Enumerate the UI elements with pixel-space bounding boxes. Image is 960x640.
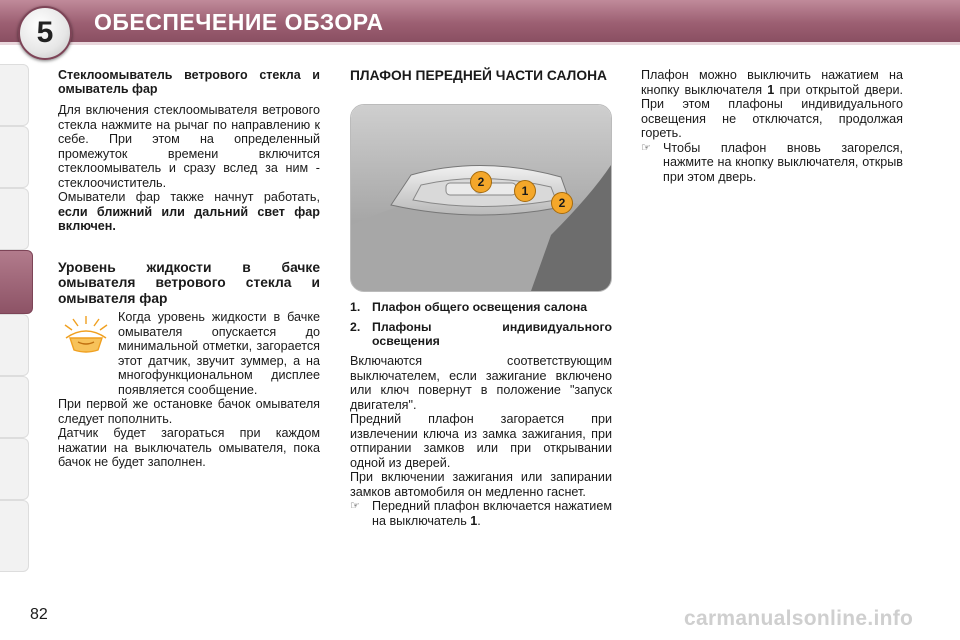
chapter-tab[interactable] [0,126,29,188]
paragraph: Датчик будет загораться при каждом нажатии на выключатель омывателя, пока бачок не будет заполнен. [58,426,320,469]
chapter-tab[interactable] [0,500,29,572]
chapter-number: 5 [36,16,54,49]
bullet-item: ☞ Передний плафон включается нажатием на выключатель 1. [350,499,612,528]
page-number: 82 [30,606,48,623]
ceiling-lamp-photo [350,104,612,292]
callout-2-right: 2 [551,192,573,214]
paragraph: Для включения стеклоомывателя ветрового стекла нажмите на рычаг по направлению к себе. При этом на определенный промежуток времени включится стеклоомыватель и сразу вслед за ним - стеклоочиститель. [58,103,320,190]
chapter-tab[interactable] [0,188,29,250]
paragraph [58,190,320,234]
bullet-item: ☞ Чтобы плафон вновь загорелся, нажмите на кнопку выключателя, открыв при этом дверь. [641,140,903,184]
paragraph-bold-text: если ближний или дальний свет фар включен. [58,204,320,233]
chapter-tab[interactable] [0,376,29,438]
legend-list [350,300,612,348]
section-heading-fluid-level: Уровень жидкости в бачке омывателя ветрового стекла и омывателя фар [58,259,320,306]
chapter-tab-active[interactable] [0,250,33,314]
left-column [58,68,320,470]
warning-block [58,312,320,397]
paragraph: При включении зажигания или запирании замков автомобиля он медленно гаснет. [350,470,612,499]
middle-column [350,300,612,528]
chapter-badge [18,6,72,60]
paragraph: Включаются соответствующим выключателем, если зажигание включено или ключ повернут в положение "запуск двигателя". [350,354,612,412]
chapter-tab[interactable] [0,438,29,500]
pointing-hand-icon: ☞ [350,500,360,512]
chapter-tab[interactable] [0,314,29,376]
section-heading-washer: Стеклоомыватель ветрового стекла и омыватель фар [58,68,320,96]
legend-item: 2. Плафоны индивидуального освещения [350,320,612,348]
paragraph-text: Омыватели фар также начнут работать, [58,190,320,204]
chapter-tab[interactable] [0,64,29,126]
paragraph: При первой же остановке бачок омывателя следует пополнить. [58,397,320,426]
paragraph: Когда уровень жидкости в бачке омывателя опускается до минимальной отметки, загорается этот датчик, звучит зуммер, а на многофункциональном дисплее появляется сообщение. [118,310,320,397]
pointing-hand-icon: ☞ [641,141,651,154]
legend-item: 1. Плафон общего освещения салона [350,300,588,314]
callout-1: 1 [514,180,536,202]
callout-2-left: 2 [470,171,492,193]
section-heading-front-lamp: ПЛАФОН ПЕРЕДНЕЙ ЧАСТИ САЛОНА [350,68,607,83]
watermark: carmanualsonline.info [684,607,914,630]
washer-fluid-warning-icon [58,312,114,362]
right-column [641,68,903,184]
header-divider [0,42,960,45]
paragraph: Плафон можно выключить нажатием на кнопку выключателя 1 при открытой двери. При этом плафоны индивидуального освещения не отключатся, продолжая гореть. [641,68,904,140]
page-title: ОБЕСПЕЧЕНИЕ ОБЗОРА [94,9,384,35]
paragraph: Предний плафон загорается при извлечении ключа из замка зажигания, при отпирании замков или при открывании одной из дверей. [350,412,612,470]
